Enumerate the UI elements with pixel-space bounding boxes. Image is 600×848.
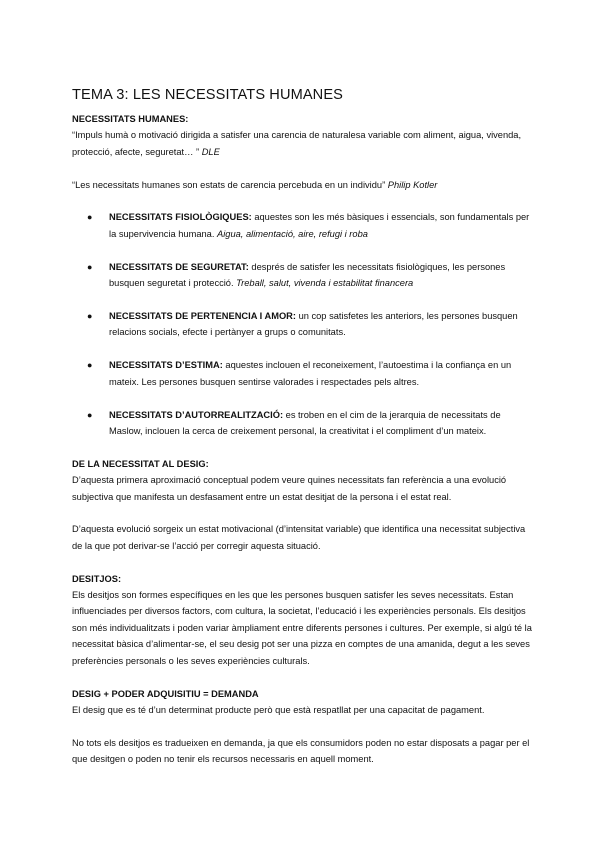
paragraph: Els desitjos son formes específiques en les que les persones busquen satisfer les seves necessitats. Estan influenciades per diversos factors, com cultura, la societat, l’educació i les experiències personals. Els desitjos son més individualitzats i poden variar àmpliament entre diferents persones i cultures. Per exemple, si algú té la necessitat bàsica d’alimentar-se, el seu desig pot ser una pizza en comptes de una amanida, degut a les seves preferències personals o les seves experiències culturals. xyxy=(72,590,532,666)
quote-kotler xyxy=(72,177,532,193)
need-label: NECESSITATS FISIOLÒGIQUES: xyxy=(109,212,252,223)
need-examples: Aigua, alimentació, aire, refugi i roba xyxy=(217,228,368,239)
quote-dle-source: DLE xyxy=(201,146,220,157)
need-label: NECESSITATS DE PERTENENCIA I AMOR: xyxy=(109,311,296,322)
need-text: aquestes son les més bàsiques i essencials, son fundamentals per la supervivencia humana. xyxy=(109,212,530,239)
section-heading-desires: DESITJOS: xyxy=(72,573,122,584)
quote-kotler-text: “Les necessitats humanes son estats de carencia percebuda en un individu” xyxy=(72,179,386,190)
list-item xyxy=(72,407,532,440)
list-item xyxy=(72,259,532,292)
need-label: NECESSITATS D’ESTIMA: xyxy=(109,360,223,371)
need-text: es troben en el cim de la jerarquia de necessitats de Maslow, inclouen la cerca de creixement personal, la creativitat i el compliment d’un mateix. xyxy=(109,409,501,437)
section-heading-need-to-desire: DE LA NECESSITAT AL DESIG: xyxy=(72,458,209,469)
quote-kotler-source: Philip Kotler xyxy=(387,179,438,190)
bullet-icon: ● xyxy=(87,212,93,223)
need-text: un cop satisfetes les anteriors, les persones busquen relacions socials, efecte i pertànyer a grups o comunitats. xyxy=(109,311,518,338)
paragraph: D’aquesta primera aproximació conceptual podem veure quines necessitats fan referència a una evolució subjectiva que manifesta un desfasament entre un estat desitjat de la persona i el estat real. xyxy=(72,475,507,502)
bullet-icon: ● xyxy=(87,261,93,272)
list-item xyxy=(72,308,532,341)
need-label: NECESSITATS D’AUTORREALITZACIÓ: xyxy=(109,409,284,420)
bullet-icon: ● xyxy=(87,360,93,371)
quote-dle xyxy=(72,127,532,160)
bullet-icon: ● xyxy=(87,311,93,322)
quote-dle-text: “Impuls humà o motivació dirigida a satisfer una carencia de naturalesa variable com aliment, aigua, vivenda, protecció, afecte, seguretat… ” xyxy=(72,130,522,157)
list-item xyxy=(72,209,532,242)
section-heading-human-needs: NECESSITATS HUMANES: xyxy=(72,114,189,124)
page-title: TEMA 3: LES NECESSITATS HUMANES xyxy=(72,86,343,103)
document-body xyxy=(72,111,532,768)
paragraph: D’aquesta evolució sorgeix un estat motivacional (d’intensitat variable) que identifica una necessitat subjectiva de la que pot derivar-se l’acció per corregir aquesta situació. xyxy=(72,524,526,551)
section-heading-demand: DESIG + PODER ADQUISITIU = DEMANDA xyxy=(72,688,259,699)
need-label: NECESSITATS DE SEGURETAT: xyxy=(109,261,249,272)
needs-list xyxy=(72,209,532,439)
paragraph: El desig que es té d’un determinat producte però que està respatllat per una capacitat de pagament. xyxy=(72,704,485,715)
need-examples: Treball, salut, vivenda i estabilitat financera xyxy=(236,278,414,289)
need-text: després de satisfer les necessitats fisiològiques, les persones busquen seguretat i protecció. xyxy=(109,261,506,289)
need-text: aquestes inclouen el reconeixement, l’autoestima i la confiança en un mateix. Les persones busquen sentirse valorades i respectades pels altres. xyxy=(109,360,512,387)
bullet-icon: ● xyxy=(87,409,93,420)
paragraph: No tots els desitjos es tradueixen en demanda, ja que els consumidors poden no estar disposats a pagar per el que desitgen o poden no tenir els recursos necessaris en aquell moment. xyxy=(72,737,530,765)
list-item xyxy=(72,357,532,390)
